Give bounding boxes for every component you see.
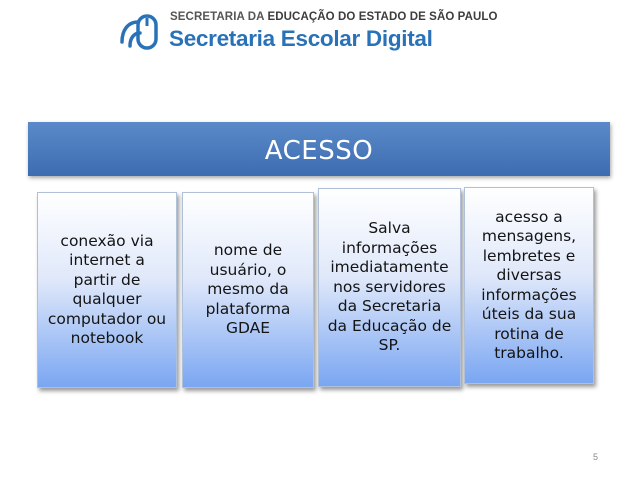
info-card-storage xyxy=(318,188,461,387)
info-card-username xyxy=(182,192,314,388)
org-name: SECRETARIA DA EDUCAÇÃO DO ESTADO DE SÃO PAULO xyxy=(170,11,498,23)
product-name: Secretaria Escolar Digital xyxy=(169,26,433,51)
card-text: Salva informações imediatamente nos servidores da Secretaria da Educação de SP. xyxy=(327,219,452,355)
page-title: ACESSO xyxy=(264,136,374,166)
card-text: nome de usuário, o mesmo da plataforma GDAE xyxy=(205,241,291,338)
card-text: acesso a mensagens, lembretes e diversas informações úteis da sua rotina de trabalho. xyxy=(481,207,577,362)
title-banner xyxy=(28,122,610,176)
logo xyxy=(118,8,498,58)
page-number: 5 xyxy=(593,452,599,462)
mouse-cursor-icon xyxy=(118,8,162,56)
info-card-messages xyxy=(464,187,594,384)
card-text: conexão via internet a partir de qualquer computador ou notebook xyxy=(47,231,167,347)
info-card-connection xyxy=(37,192,177,388)
